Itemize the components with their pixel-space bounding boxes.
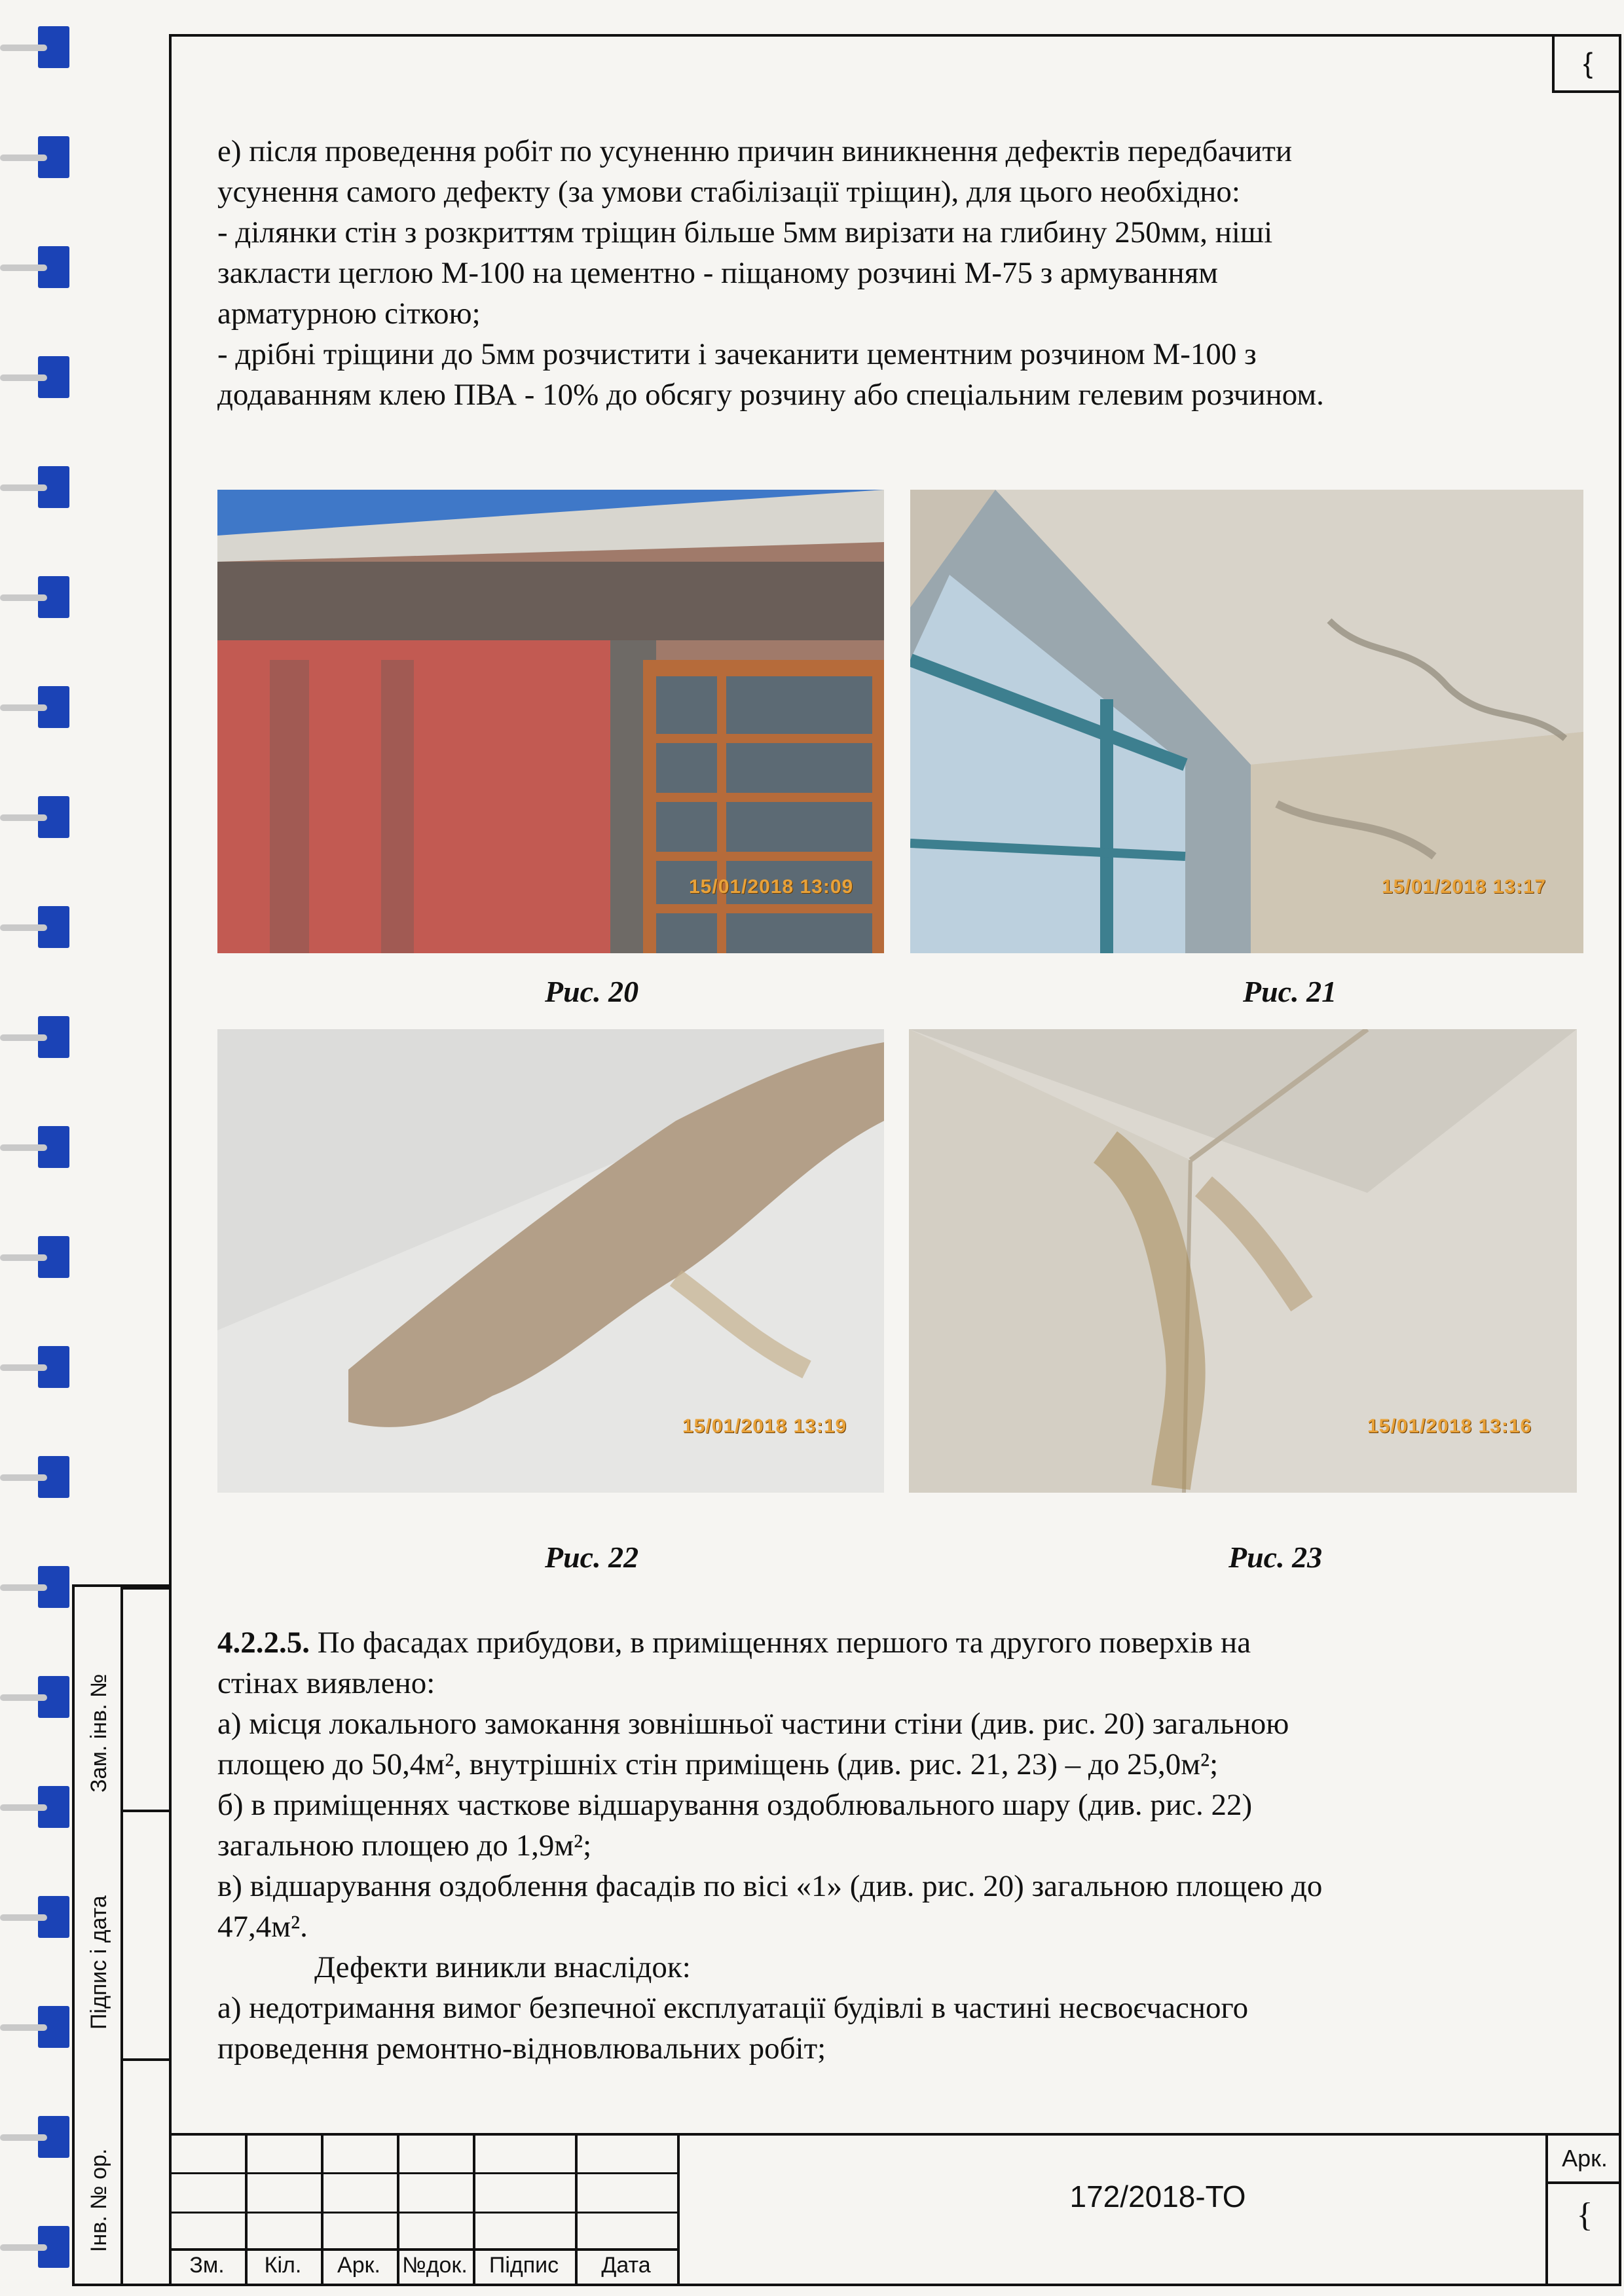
pidpys-data-label: Підпис і дата <box>86 1895 111 2030</box>
binding-coil <box>0 1034 47 1041</box>
binding-coil <box>0 814 47 821</box>
text-line: проведення ремонтно-відновлювальних робіт; <box>217 2032 826 2066</box>
text-line: загальною площею до 1,9м²; <box>217 1829 592 1863</box>
col-pidpys: Підпис <box>489 2253 559 2278</box>
text-line: додаванням клею ПВА - 10% до обсягу розчину або спеціальним гелевим розчином. <box>217 378 1324 412</box>
photo-facade-window <box>217 490 884 953</box>
photo-peeling-plaster <box>217 1029 884 1493</box>
photo-timestamp: 15/01/2018 13:17 <box>1382 876 1547 898</box>
text-line: в) відшарування оздоблення фасадів по вісі «1» (див. рис. 20) загальною площею до <box>217 1869 1323 1903</box>
text-line: закласти цеглою М-100 на цементно - піщаному розчині М-75 з армуванням <box>217 256 1219 290</box>
section-4-2-2-5 <box>217 1622 1606 2069</box>
binding-coil <box>0 264 47 271</box>
col-ndok: №док. <box>402 2253 468 2278</box>
zam-inv-label: Зам. інв. № <box>86 1673 111 1793</box>
text-line: По фасадах прибудови, в приміщеннях першого та другого поверхів на <box>310 1626 1251 1660</box>
col-zm: Зм. <box>189 2253 225 2278</box>
binding-coil <box>0 45 47 51</box>
photo-timestamp: 15/01/2018 13:19 <box>682 1415 847 1437</box>
text-line: б) в приміщеннях часткове відшарування оздоблювального шару (див. рис. 22) <box>217 1788 1253 1822</box>
col-data: Дата <box>601 2253 651 2278</box>
photo-timestamp: 15/01/2018 13:16 <box>1367 1415 1532 1437</box>
text-line: Дефекти виникли внаслідок: <box>314 1950 691 1984</box>
text-line: арматурною сіткою; <box>217 297 481 331</box>
binding-coil <box>0 1584 47 1591</box>
binding-coil <box>0 1364 47 1371</box>
binding-coil <box>0 2134 47 2141</box>
figure-caption: Рис. 22 <box>545 1540 639 1574</box>
text-line: площею до 50,4м², внутрішніх стін приміщень (див. рис. 21, 23) – до 25,0м²; <box>217 1747 1219 1781</box>
photo-interior-window <box>910 490 1583 953</box>
col-kil: Кіл. <box>264 2253 302 2278</box>
col-ark: Арк. <box>337 2253 380 2278</box>
binding-coil <box>0 924 47 931</box>
document-number: 172/2018-ТО <box>1069 2179 1246 2214</box>
spiral-binding <box>0 0 72 2296</box>
photo-damp-corner <box>909 1029 1577 1493</box>
text-line: усунення самого дефекту (за умови стабілізації тріщин), для цього необхідно: <box>217 175 1240 209</box>
binding-coil <box>0 484 47 491</box>
binding-coil <box>0 704 47 711</box>
figure-caption: Рис. 23 <box>1228 1540 1323 1574</box>
title-block <box>169 2133 1621 2286</box>
binding-coil <box>0 1144 47 1151</box>
section-number: 4.2.2.5. <box>217 1626 310 1660</box>
binding-coil <box>0 594 47 601</box>
binding-coil <box>0 155 47 161</box>
binding-coil <box>0 1474 47 1481</box>
sheet-number: { <box>1576 2196 1593 2234</box>
binding-coil <box>0 1914 47 1921</box>
binding-coil <box>0 2024 47 2031</box>
text-line: 47,4м². <box>217 1910 308 1944</box>
binding-coil <box>0 1804 47 1811</box>
text-line: а) недотримання вимог безпечної експлуатації будівлі в частині несвоєчасного <box>217 1991 1249 2025</box>
text-line: стінах виявлено: <box>217 1666 435 1700</box>
text-line: - ділянки стін з розкриттям тріщин більше 5мм вирізати на глибину 250мм, ніші <box>217 215 1273 249</box>
figure-caption: Рис. 20 <box>545 975 639 1008</box>
page-mark: { <box>1583 47 1593 79</box>
page-number-box <box>1552 34 1621 93</box>
sheet-label: Арк. <box>1562 2145 1608 2172</box>
text-line: е) після проведення робіт по усуненню причин виникнення дефектів передбачити <box>217 134 1293 168</box>
intro-paragraph <box>217 131 1606 415</box>
inv-or-label: Інв. № ор. <box>86 2148 111 2252</box>
binding-coil <box>0 2244 47 2251</box>
binding-coil <box>0 1694 47 1701</box>
figure-caption: Рис. 21 <box>1243 975 1337 1008</box>
binding-coil <box>0 1254 47 1261</box>
text-line: - дрібні тріщини до 5мм розчистити і зачеканити цементним розчином М-100 з <box>217 337 1257 371</box>
binding-coil <box>0 374 47 381</box>
photo-timestamp: 15/01/2018 13:09 <box>689 876 854 898</box>
text-line: а) місця локального замокання зовнішньої частини стіни (див. рис. 20) загальною <box>217 1707 1289 1741</box>
